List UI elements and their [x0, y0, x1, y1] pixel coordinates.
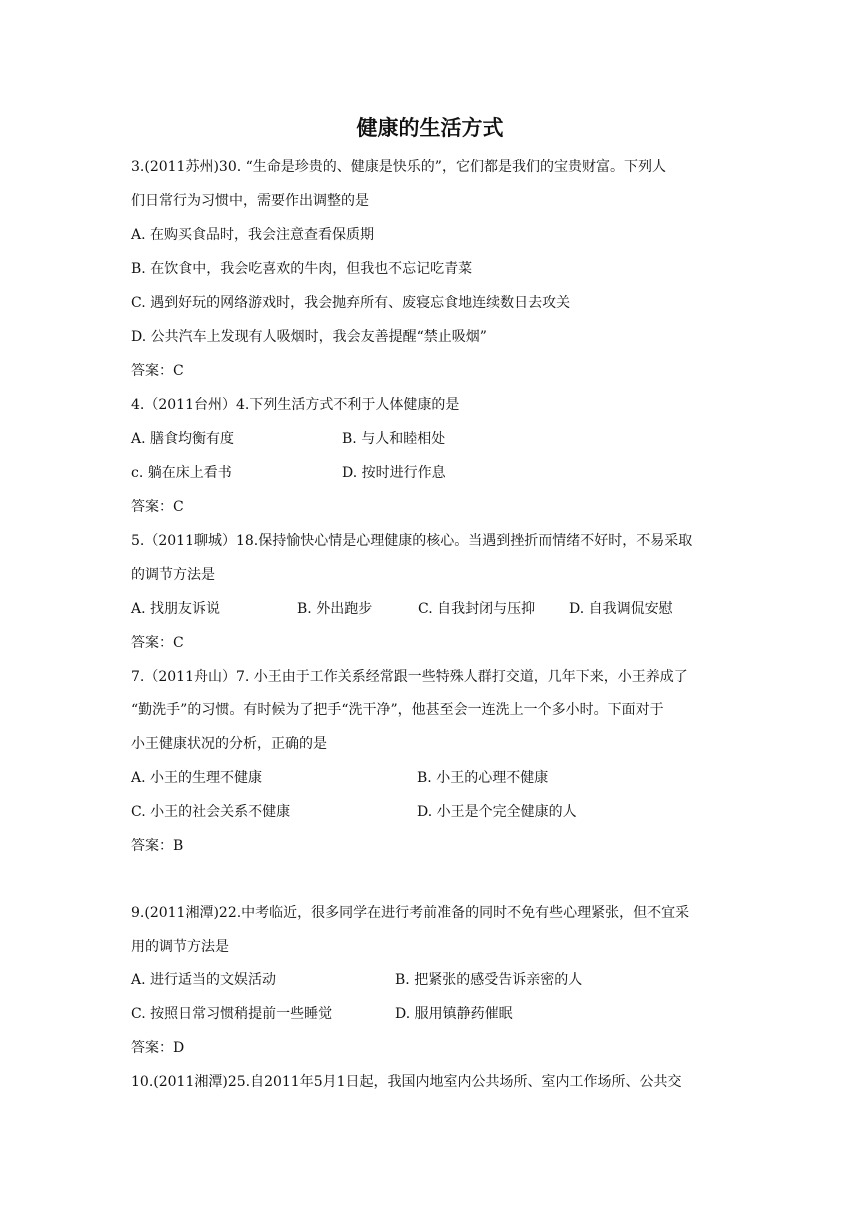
question-9-option-c: C. 按照日常习惯稍提前一些睡觉 [131, 1006, 333, 1022]
question-7-line-1: 7.（2011舟山）7. 小王由于工作关系经常跟一些特殊人群打交道，几年下来，小王养成了 [131, 669, 688, 685]
question-9-option-d: D. 服用镇静药催眠 [395, 1006, 513, 1022]
question-9-option-a: A. 进行适当的文娱活动 [131, 972, 277, 988]
question-5-option-a: A. 找朋友诉说 [131, 601, 221, 617]
question-4-option-d: D. 按时进行作息 [342, 465, 446, 481]
question-5-line-1: 5.（2011聊城）18.保持愉快心情是心理健康的核心。当遇到挫折而情绪不好时，不易采取 [131, 533, 693, 549]
question-5-option-d: D. 自我调侃安慰 [569, 601, 673, 617]
question-3-line-2: 们日常行为习惯中，需要作出调整的是 [131, 193, 369, 209]
question-3-option-c: C. 遇到好玩的网络游戏时，我会抛弃所有、废寝忘食地连续数日去攻关 [131, 295, 571, 311]
question-7-line-3: 小王健康状况的分析，正确的是 [131, 736, 327, 752]
question-3-line-1: 3.(2011苏州)30. “生命是珍贵的、健康是快乐的”，它们都是我们的宝贵财富。下列人 [131, 159, 666, 175]
question-5-line-2: 的调节方法是 [131, 567, 215, 583]
question-4-answer: 答案：C [131, 499, 184, 515]
question-7-line-2: “勤洗手”的习惯。有时候为了把手“洗干净”，他甚至会一连洗上一个多小时。下面对于 [131, 702, 664, 718]
question-7-option-a: A. 小王的生理不健康 [131, 770, 263, 786]
question-7-option-b: B. 小王的心理不健康 [417, 770, 549, 786]
question-3-answer: 答案：C [131, 363, 184, 379]
question-3-option-b: B. 在饮食中，我会吃喜欢的牛肉，但我也不忘记吃青菜 [131, 261, 473, 277]
question-4-option-a: A. 膳食均衡有度 [131, 431, 235, 447]
question-3-option-a: A. 在购买食品时，我会注意查看保质期 [131, 227, 375, 243]
question-5-option-b: B. 外出跑步 [297, 601, 373, 617]
question-10-line-1: 10.(2011湘潭)25.自2011年5月1日起，我国内地室内公共场所、室内工作场所、公共交 [131, 1074, 682, 1090]
question-7-answer: 答案：B [131, 838, 184, 854]
question-5-answer: 答案：C [131, 635, 184, 651]
question-4-option-b: B. 与人和睦相处 [342, 431, 446, 447]
question-7-option-c: C. 小王的社会关系不健康 [131, 804, 291, 820]
page-title: 健康的生活方式 [356, 116, 504, 140]
question-9-option-b: B. 把紧张的感受告诉亲密的人 [395, 972, 583, 988]
question-7-option-d: D. 小王是个完全健康的人 [417, 804, 577, 820]
question-9-line-2: 用的调节方法是 [131, 939, 229, 955]
question-4-line-1: 4.（2011台州）4.下列生活方式不利于人体健康的是 [131, 397, 460, 413]
question-3-option-d: D. 公共汽车上发现有人吸烟时，我会友善提醒“禁止吸烟” [131, 329, 487, 345]
question-4-option-c: c. 躺在床上看书 [131, 465, 232, 481]
question-9-line-1: 9.(2011湘潭)22.中考临近，很多同学在进行考前准备的同时不免有些心理紧张，但不宜采 [131, 905, 690, 921]
question-5-option-c: C. 自我封闭与压抑 [418, 601, 536, 617]
question-9-answer: 答案：D [131, 1040, 185, 1056]
